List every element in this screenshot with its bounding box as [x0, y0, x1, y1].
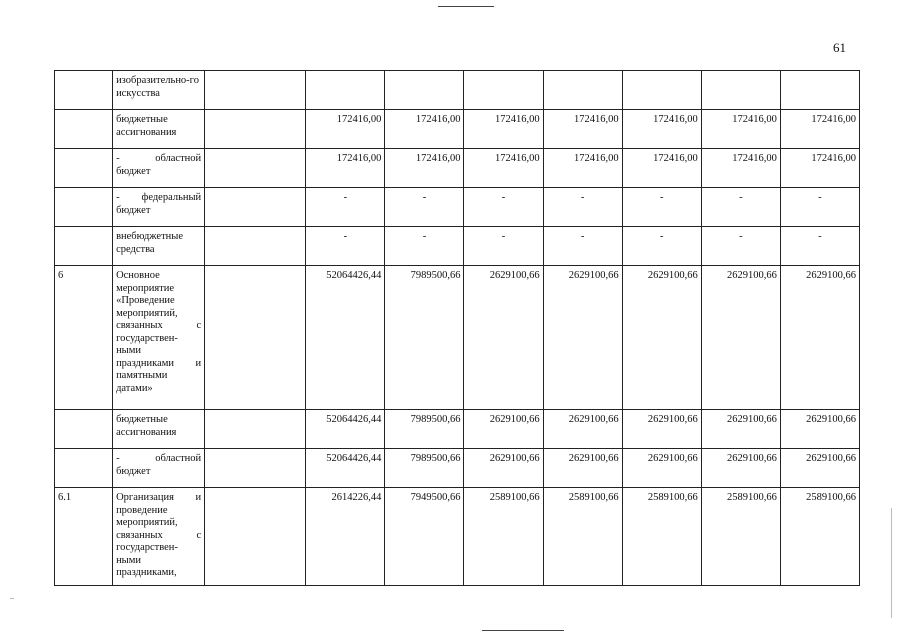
value-cell: 172416,00	[464, 110, 543, 149]
value-cell: -	[780, 188, 859, 227]
value-cell: 2629100,66	[701, 266, 780, 410]
value-cell: 172416,00	[306, 149, 385, 188]
value-cell: 2629100,66	[464, 449, 543, 488]
value-cell: 2629100,66	[543, 266, 622, 410]
blank-cell	[205, 149, 306, 188]
blank-cell	[205, 410, 306, 449]
value-cell: 2629100,66	[622, 410, 701, 449]
description-cell: бюджетные ассигнования	[113, 410, 205, 449]
value-cell	[464, 71, 543, 110]
blank-cell	[205, 71, 306, 110]
value-cell: 7989500,66	[385, 449, 464, 488]
value-cell: -	[701, 227, 780, 266]
row-number-cell	[55, 410, 113, 449]
value-cell: 2629100,66	[464, 266, 543, 410]
value-cell: -	[543, 227, 622, 266]
value-cell: 2629100,66	[780, 449, 859, 488]
bottom-rule	[482, 630, 564, 631]
value-cell: 172416,00	[385, 110, 464, 149]
value-cell: 7949500,66	[385, 488, 464, 586]
value-cell	[543, 71, 622, 110]
row-number-cell	[55, 149, 113, 188]
value-cell: 2614226,44	[306, 488, 385, 586]
scan-edge-mark	[10, 598, 14, 599]
value-cell: 172416,00	[543, 110, 622, 149]
description-cell: - областной бюджет	[113, 449, 205, 488]
value-cell: 172416,00	[701, 149, 780, 188]
value-cell: 172416,00	[780, 149, 859, 188]
table-row	[55, 410, 860, 449]
top-rule	[438, 6, 494, 7]
value-cell: 7989500,66	[385, 410, 464, 449]
value-cell: 172416,00	[622, 110, 701, 149]
row-number-cell	[55, 227, 113, 266]
value-cell: -	[385, 227, 464, 266]
row-number-cell	[55, 188, 113, 227]
table-row	[55, 227, 860, 266]
table-row	[55, 71, 860, 110]
value-cell: -	[622, 227, 701, 266]
value-cell: 2589100,66	[543, 488, 622, 586]
blank-cell	[205, 449, 306, 488]
description-cell: бюджетные ассигнования	[113, 110, 205, 149]
value-cell: 2629100,66	[780, 410, 859, 449]
value-cell: 2629100,66	[464, 410, 543, 449]
description-cell: Основное мероприятие «Проведение мероприятий, связанных с государствен-ными праздниками и памятными датами»	[113, 266, 205, 410]
value-cell: -	[464, 188, 543, 227]
value-cell: 172416,00	[385, 149, 464, 188]
row-number-cell: 6	[55, 266, 113, 410]
blank-cell	[205, 488, 306, 586]
value-cell: 172416,00	[306, 110, 385, 149]
value-cell: -	[622, 188, 701, 227]
description-cell: - областной бюджет	[113, 149, 205, 188]
value-cell: 2629100,66	[701, 410, 780, 449]
scan-edge-mark	[891, 508, 892, 618]
value-cell: 172416,00	[464, 149, 543, 188]
row-number-cell	[55, 449, 113, 488]
value-cell: 172416,00	[701, 110, 780, 149]
row-number-cell	[55, 110, 113, 149]
value-cell: 2589100,66	[701, 488, 780, 586]
value-cell: 2589100,66	[780, 488, 859, 586]
description-cell: внебюджетные средства	[113, 227, 205, 266]
value-cell: 52064426,44	[306, 266, 385, 410]
row-number-cell: 6.1	[55, 488, 113, 586]
value-cell: 2629100,66	[543, 410, 622, 449]
value-cell: -	[385, 188, 464, 227]
description-cell: - федеральный бюджет	[113, 188, 205, 227]
value-cell: 172416,00	[543, 149, 622, 188]
blank-cell	[205, 266, 306, 410]
table-row	[55, 149, 860, 188]
value-cell: 2589100,66	[622, 488, 701, 586]
value-cell: -	[306, 227, 385, 266]
value-cell: 2629100,66	[780, 266, 859, 410]
value-cell: -	[701, 188, 780, 227]
value-cell: -	[543, 188, 622, 227]
blank-cell	[205, 188, 306, 227]
value-cell: 52064426,44	[306, 449, 385, 488]
page-number: 61	[833, 40, 846, 55]
value-cell: 2629100,66	[543, 449, 622, 488]
table-row	[55, 110, 860, 149]
value-cell: 172416,00	[622, 149, 701, 188]
value-cell: -	[306, 188, 385, 227]
value-cell	[780, 71, 859, 110]
table-row	[55, 488, 860, 586]
value-cell: -	[464, 227, 543, 266]
value-cell: 52064426,44	[306, 410, 385, 449]
value-cell	[622, 71, 701, 110]
blank-cell	[205, 227, 306, 266]
value-cell: 2629100,66	[622, 266, 701, 410]
table-row	[55, 449, 860, 488]
value-cell: -	[780, 227, 859, 266]
value-cell: 2629100,66	[701, 449, 780, 488]
description-cell: изобразительно-го искусства	[113, 71, 205, 110]
budget-table	[54, 70, 860, 586]
value-cell	[385, 71, 464, 110]
value-cell	[306, 71, 385, 110]
table-row	[55, 188, 860, 227]
value-cell: 7989500,66	[385, 266, 464, 410]
value-cell: 2629100,66	[622, 449, 701, 488]
row-number-cell	[55, 71, 113, 110]
value-cell	[701, 71, 780, 110]
value-cell: 2589100,66	[464, 488, 543, 586]
value-cell: 172416,00	[780, 110, 859, 149]
description-cell: Организация и проведение мероприятий, связанных с государствен-ными праздниками,	[113, 488, 205, 586]
table-row	[55, 266, 860, 410]
blank-cell	[205, 110, 306, 149]
